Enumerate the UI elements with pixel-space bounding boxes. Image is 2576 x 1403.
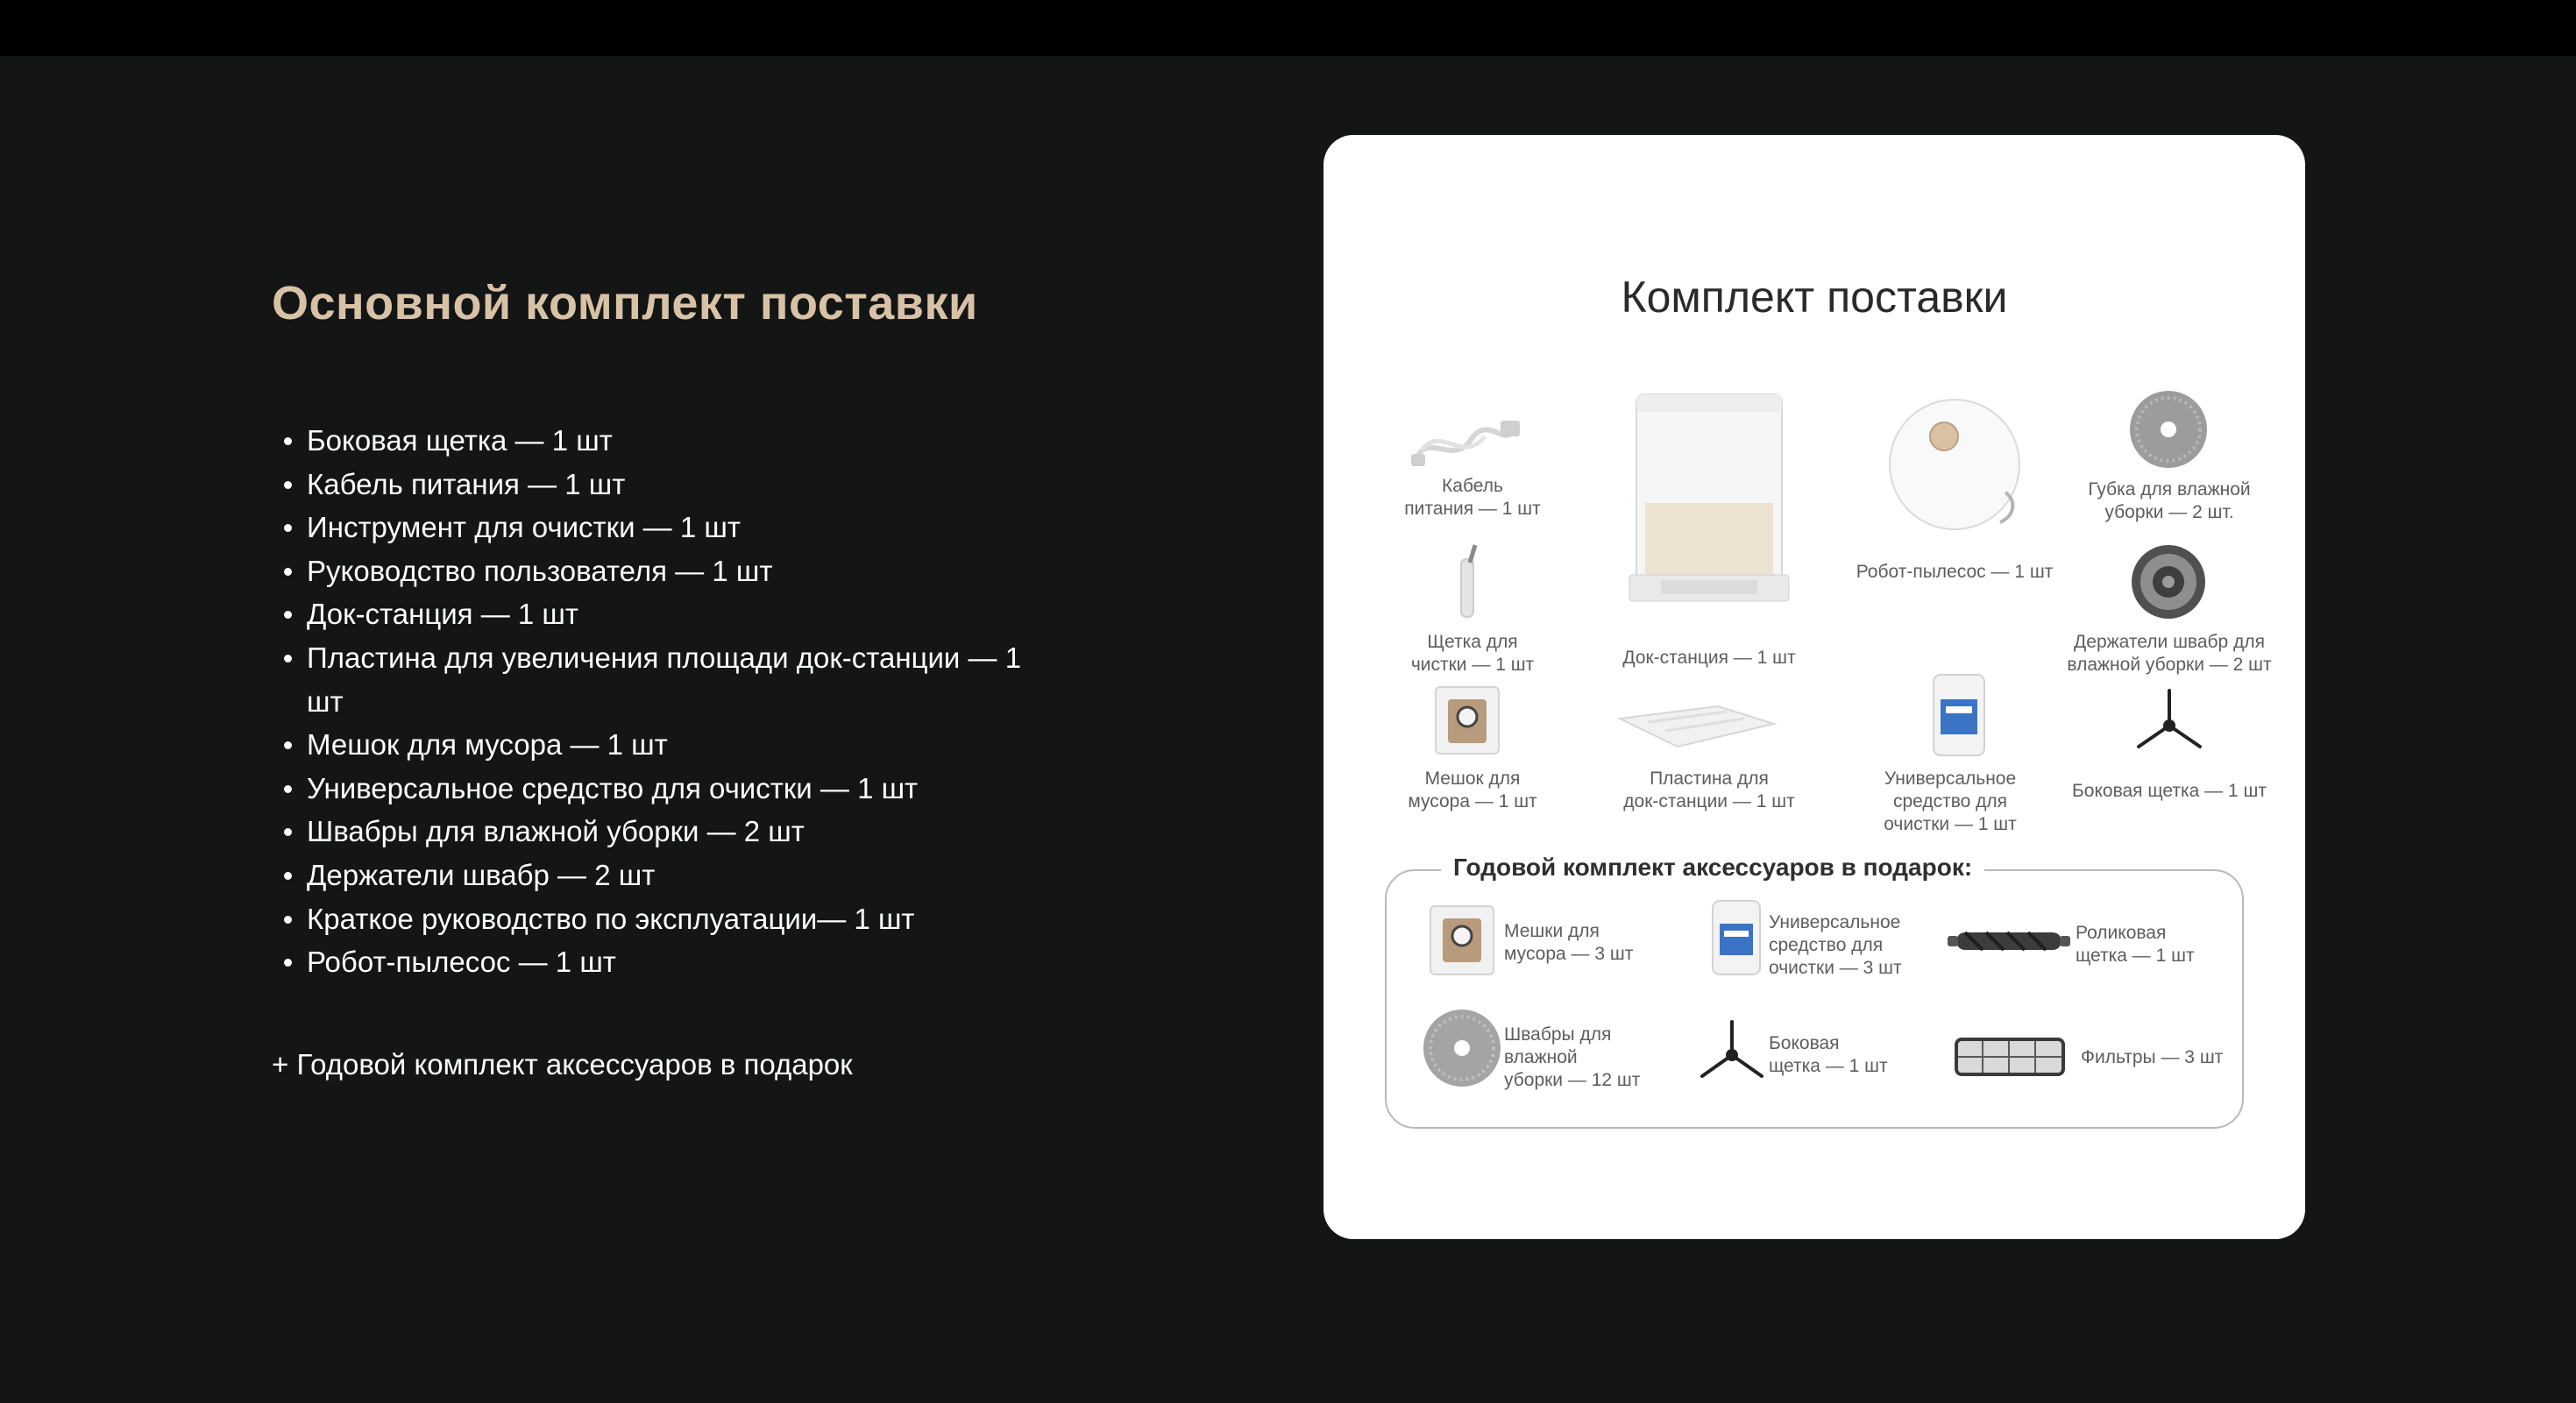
list-item: Руководство пользователя — 1 шт [272, 549, 1025, 593]
gift-set-title: Годовой комплект аксессуаров в подарок: [1441, 854, 1984, 882]
mop-holder-image [2130, 543, 2207, 620]
power-cable-image [1409, 414, 1523, 475]
sponge-label: Губка для влажной уборки — 2 шт. [2088, 479, 2251, 522]
gift-side-brush-label: Боковая щетка — 1 шт [1769, 1033, 1888, 1076]
gift-side-brush-image [1697, 1018, 1767, 1083]
list-item: Боковая щетка — 1 шт [272, 419, 1025, 463]
filters-image [1955, 1038, 2065, 1076]
roller-label: Роликовая щетка — 1 шт [2076, 923, 2195, 966]
roller-brush-image [1948, 924, 2070, 959]
gift-cleaner-label: Универсальное средство для очистки — 3 шт [1769, 912, 1902, 978]
gift-mops-label: Швабры для влажной уборки — 12 шт [1504, 1024, 1641, 1090]
list-item: Пластина для увеличения площади док-станции — 1 шт [272, 636, 1025, 723]
side-brush-image [2133, 687, 2205, 754]
plate-image [1613, 701, 1779, 752]
brush-tool-label: Щетка для чистки — 1 шт [1410, 632, 1535, 675]
mop-sponge-image [2128, 389, 2209, 470]
robot-label: Робот-пылесос — 1 шт [1856, 562, 2054, 582]
package-list [272, 419, 1025, 984]
bag-label: Мешок для мусора — 1 шт [1408, 769, 1537, 811]
package-image-card [1323, 135, 2305, 1239]
gift-bags-image [1429, 904, 1495, 976]
list-item: Робот-пылесос — 1 шт [272, 940, 1025, 984]
dust-bag-image [1434, 685, 1501, 755]
brush-tool-image [1451, 542, 1486, 620]
holders-label: Держатели швабр для влажной уборки — 2 шт [2067, 632, 2272, 675]
dock-station-image [1626, 389, 1792, 608]
side-brush-label: Боковая щетка — 1 шт [2072, 781, 2267, 801]
cleaner-label: Универсальное средство для очистки — 1 шт [1884, 769, 2017, 834]
gift-mops-image [1422, 1008, 1502, 1088]
gift-bags-label: Мешки для мусора — 3 шт [1504, 921, 1634, 964]
top-bar [0, 0, 2576, 56]
section-title: Основной комплект поставки [272, 277, 978, 329]
list-item: Универсальное средство для очистки — 1 шт [272, 767, 1025, 811]
list-item: Держатели швабр — 2 шт [272, 854, 1025, 897]
plate-label: Пластина для док-станции — 1 шт [1623, 769, 1795, 811]
dock-label: Док-станция — 1 шт [1622, 648, 1796, 668]
list-item: Швабры для влажной уборки — 2 шт [272, 810, 1025, 854]
list-item: Краткое руководство по эксплуатации— 1 шт [272, 897, 1025, 941]
filters-label: Фильтры — 3 шт [2081, 1047, 2224, 1067]
cleaning-liquid-image [1928, 671, 1990, 759]
list-item: Мешок для мусора — 1 шт [272, 723, 1025, 767]
card-title: Комплект поставки [1621, 273, 2008, 322]
gift-cleaner-image [1709, 897, 1763, 978]
robot-vacuum-image [1884, 394, 2025, 535]
cable-label: Кабель питания — 1 шт [1404, 476, 1541, 519]
list-item: Инструмент для очистки — 1 шт [272, 506, 1025, 549]
list-item: Кабель питания — 1 шт [272, 463, 1025, 507]
list-item: Док-станция — 1 шт [272, 592, 1025, 636]
gift-note: + Годовой комплект аксессуаров в подарок [272, 1048, 853, 1081]
